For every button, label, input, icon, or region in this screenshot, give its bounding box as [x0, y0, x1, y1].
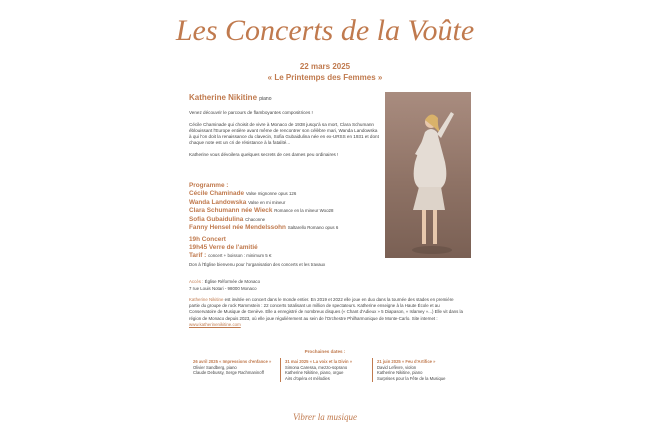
tarif-label: Tarif : [189, 252, 207, 260]
concert-date-block [0, 61, 650, 83]
composer-name: Sofia Gubaidulina [189, 215, 244, 223]
programme-item [189, 224, 384, 232]
programme-item [189, 199, 384, 207]
artist-photo [385, 92, 471, 258]
page-title: Les Concerts de la Voûte [175, 14, 475, 47]
programme-item [189, 190, 384, 198]
intro-paragraph: Katherine vous dévoilera quelques secrets de ces dames peu ordinaires ! [189, 152, 339, 157]
address-place: Église Réformée de Monaco [204, 279, 261, 284]
website-link[interactable]: www.katherinenikitine.com [189, 321, 241, 327]
work-title: Valse en mi mineur [248, 199, 286, 205]
upcoming-line: Simona Caressa, mezzo-soprano [285, 364, 348, 370]
pianist-silhouette [385, 92, 471, 258]
intro-paragraph: Cécile Chaminade qui choisit de vivre à Monaco de 1938 jusqu'à sa mort, Clara Schumann éblouissant l'Europe entière avant même de rencontrer son célèbre mari, Wanda Landowska à qui l'on doit la renaissance du clavecin, Sofia Gubaidulina née en ex-URSS en 1931 et dont chaque note est un cri de résistance à la fatalité... [189, 122, 379, 145]
composer-name: Wanda Landowska [189, 198, 247, 206]
upcoming-concert [281, 358, 373, 382]
tarif-value: concert + boisson : minimum 5 € [208, 253, 272, 259]
address-street: 7 rue Louis Notari - 98000 Monaco [189, 286, 257, 291]
intro-text [189, 110, 379, 164]
concert-subtitle: « Le Printemps des Femmes » [267, 73, 383, 82]
artist-instrument: piano [259, 96, 272, 102]
upcoming-concert [373, 358, 464, 382]
upcoming-line: Airs d'opéra et mélodies [285, 375, 330, 381]
schedule [189, 236, 384, 269]
programme [189, 182, 384, 232]
upcoming-line: David Lefèvre, violon [377, 364, 417, 370]
site-label: Site internet : [411, 315, 438, 321]
address [189, 278, 260, 292]
upcoming-line: Katherine Nikitine, piano [377, 370, 423, 376]
bio-text: est invitée en concert dans le monde entier. En 2019 et 2022 elle joue en duo dans la tournée des stades en première partie du groupe de rock Rammstein : 22 concerts totalisant un million de spectateurs. Katherine enseigne à la Haute École et au Conservatoire de Musique de Genève. Elle a enregistré de nombreux disques (« Chant d'Adieux » 5 Diapason, « Islamey »...) Elle vit dans la région de Monaco depuis 2023, où elle joue régulièrement au sein de l'Orchestre Philharmonique de Monte-Carlo. [189, 297, 463, 321]
artist-name: Katherine Nikitine [189, 93, 258, 102]
composer-name: Fanny Hensel née Mendelssohn [189, 224, 286, 232]
work-title: Saltarello Romano opus 6 [287, 225, 339, 231]
address-label: Accès : [189, 279, 204, 284]
concert-time: 19h Concert [189, 236, 226, 243]
upcoming-date: 21 juin 2025 « Feu d'Artifice » [377, 359, 436, 364]
programme-heading: Programme : [189, 182, 229, 189]
upcoming-line: Katherine Nikitine, piano, orgue [285, 370, 344, 376]
reception-time: 19h45 Verre de l'amitié [189, 244, 258, 252]
upcoming-concert [189, 358, 281, 382]
upcoming-heading: Prochaines dates : [304, 349, 346, 354]
donation-note: Don à l'Église bienvenu pour l'organisation des concerts et les travaux [189, 261, 326, 267]
programme-item [189, 216, 384, 224]
tarif-line [189, 252, 384, 260]
work-title: Romance en la mineur Woo28 [274, 208, 334, 214]
artist-bio [189, 297, 464, 328]
upcoming-dates [189, 358, 464, 382]
composer-name: Cécile Chaminade [189, 190, 245, 198]
concert-date: 22 mars 2025 [299, 62, 351, 71]
upcoming-date: 31 mai 2025 « La voix et la Divin » [285, 359, 353, 364]
bio-name: Katherine Nikitine [189, 297, 224, 302]
artist-line [189, 93, 271, 102]
programme-item [189, 207, 384, 215]
intro-paragraph: Venez découvrir le parcours de flamboyantes compositrices ! [189, 110, 313, 115]
work-title: Chaconne [245, 216, 266, 222]
composer-name: Clara Schumann née Wieck [189, 207, 273, 215]
upcoming-line: Olivier Sandberg, piano [193, 364, 237, 370]
footer-motto: Vibrer la musique [293, 412, 357, 422]
upcoming-line: Surprises pour la Fête de la Musique [377, 375, 446, 381]
work-title: Valse mignonne opus 126 [245, 191, 297, 197]
upcoming-date: 26 avril 2025 « Impressions d'enfance » [193, 359, 272, 364]
upcoming-line: Claude Debussy, Serge Rachmaninoff [193, 370, 264, 376]
